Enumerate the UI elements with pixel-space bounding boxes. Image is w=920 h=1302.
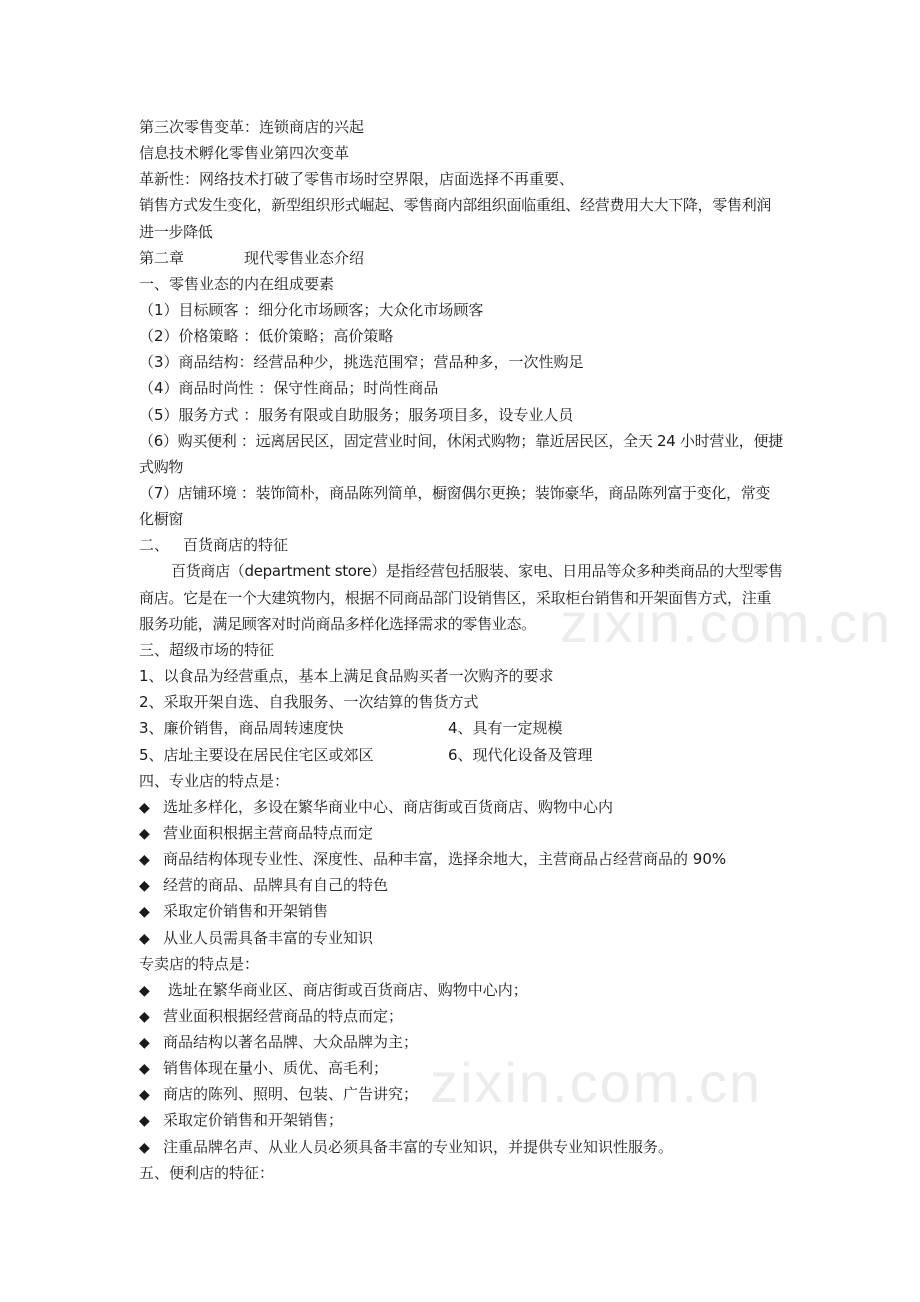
bullet-text: 经营的商品、品牌具有自己的特色 — [163, 876, 389, 895]
list-item: （5）服务方式 ：服务有限或自助服务；服务项目多，设专业人员 — [139, 405, 574, 424]
bullet-item — [139, 794, 784, 820]
bullet-text: 注重品牌名声、从业人员必须具备丰富的专业知识，并提供专业知识性服务。 — [163, 1137, 674, 1156]
bullet-item — [139, 820, 784, 846]
bullet-item — [139, 1107, 784, 1133]
list-item: 6、现代化设备及管理 — [448, 745, 593, 764]
list-item-pair — [139, 715, 784, 741]
document-body — [139, 114, 784, 1186]
bullet-item — [139, 1055, 784, 1081]
diamond-bullet-icon: ◆ — [139, 1061, 150, 1078]
list-item: （6）购买便利 ：远离居民区，固定营业时间，休闲式购物；靠近居民区，全天 24 小时营业，便捷式购物 — [139, 431, 783, 476]
chapter-number: 第二章 — [139, 248, 185, 267]
bullet-item — [139, 977, 784, 1003]
diamond-bullet-icon: ◆ — [139, 904, 150, 921]
bullet-text: 营业面积根据主营商品特点而定 — [163, 823, 374, 842]
bullet-text: 采取定价销售和开架销售 — [163, 902, 329, 921]
section-number: 二、 — [139, 536, 170, 555]
list-item: 4、具有一定规模 — [448, 719, 563, 738]
bullet-item — [139, 1003, 784, 1029]
diamond-bullet-icon: ◆ — [139, 799, 150, 816]
diamond-bullet-icon: ◆ — [139, 825, 150, 842]
diamond-bullet-icon: ◆ — [139, 1113, 150, 1130]
chapter-title: 现代零售业态介绍 — [244, 248, 365, 267]
bullet-text: 商店的陈列、照明、包装、广告讲究； — [163, 1085, 419, 1104]
diamond-bullet-icon: ◆ — [139, 878, 150, 895]
bullet-text: 选址在繁华商业区、商店街或百货商店、购物中心内； — [163, 980, 528, 999]
list-item: （1）目标顾客 ：细分化市场顾客；大众化市场顾客 — [139, 301, 484, 320]
diamond-bullet-icon: ◆ — [139, 1035, 150, 1052]
list-item: （7）店铺环境 ：装饰简朴，商品陈列简单，橱窗偶尔更换；装饰豪华，商品陈列富于变化，常变化橱窗 — [139, 484, 771, 529]
text-paragraph: 销售方式发生变化，新型组织形式崛起、零售商内部组织面临重组、经营费用大大下降，零售利润进一步降低 — [139, 196, 772, 241]
bullet-item — [139, 898, 784, 924]
bullet-item — [139, 1081, 784, 1107]
bullet-text: 采取定价销售和开架销售； — [163, 1111, 344, 1130]
diamond-bullet-icon: ◆ — [139, 852, 150, 869]
section-heading: 专卖店的特点是： — [139, 954, 260, 973]
section-heading: 一、零售业态的内在组成要素 — [139, 274, 335, 293]
bullet-item — [139, 1134, 784, 1160]
bullet-text: 选址多样化，多设在繁华商业中心、商店街或百货商店、购物中心内 — [163, 797, 614, 816]
diamond-bullet-icon: ◆ — [139, 1139, 150, 1156]
bullet-item — [139, 846, 784, 872]
list-item: （2）价格策略 ：低价策略；高价策略 — [139, 327, 394, 346]
section-heading — [139, 532, 784, 558]
watermark-lower: zixin.com.cn — [430, 1051, 763, 1114]
list-item: 2、采取开架自选、自我服务、一次结算的售货方式 — [139, 693, 479, 712]
list-item: 3、廉价销售，商品周转速度快 — [139, 719, 344, 738]
list-item: 1、以食品为经营重点，基本上满足食品购买者一次购齐的要求 — [139, 667, 554, 686]
section-title: 百货商店的特征 — [183, 536, 289, 555]
bullet-text: 销售体现在量小、质优、高毛利； — [163, 1059, 389, 1078]
text-line: 第三次零售变革：连锁商店的兴起 — [139, 118, 365, 136]
diamond-bullet-icon: ◆ — [139, 930, 150, 947]
bullet-text: 从业人员需具备丰富的专业知识 — [163, 928, 374, 947]
text-paragraph: 百货商店（department store）是指经营包括服装、家电、日用品等众多种类商品的大型零售商店。它是在一个大建筑物内，根据不同商品部门设销售区，采取柜台销售和开架面售方式，注重服务功能，满足顾客对时尚商品多样化选择需求的零售业态。 — [139, 562, 783, 633]
chapter-heading — [139, 245, 784, 271]
text-line: 信息技术孵化零售业第四次变革 — [139, 144, 350, 163]
section-heading: 四、专业店的特点是： — [139, 771, 290, 790]
list-item: （4）商品时尚性 ：保守性商品；时尚性商品 — [139, 379, 439, 398]
bullet-item — [139, 872, 784, 898]
bullet-text: 商品结构体现专业性、深度性、品种丰富，选择余地大，主营商品占经营商品的 90% — [163, 850, 727, 869]
bullet-item — [139, 925, 784, 951]
diamond-bullet-icon: ◆ — [139, 1087, 150, 1104]
section-heading: 三、超级市场的特征 — [139, 640, 275, 659]
list-item: （3）商品结构：经营品种少，挑选范围窄；营品种多，一次性购足 — [139, 353, 584, 372]
list-item-pair — [139, 742, 784, 768]
list-item: 5、店址主要设在居民住宅区或郊区 — [139, 745, 374, 764]
watermark: zixin.com.cn — [560, 591, 893, 654]
bullet-text: 商品结构以著名品牌、大众品牌为主； — [163, 1033, 419, 1052]
bullet-text: 营业面积根据经营商品的特点而定； — [163, 1006, 404, 1025]
diamond-bullet-icon: ◆ — [139, 1008, 150, 1025]
diamond-bullet-icon: ◆ — [139, 982, 150, 999]
bullet-item — [139, 1029, 784, 1055]
text-line: 革新性：网络技术打破了零售市场时空界限，店面选择不再重要、 — [139, 170, 575, 189]
section-heading: 五、便利店的特征： — [139, 1163, 275, 1182]
